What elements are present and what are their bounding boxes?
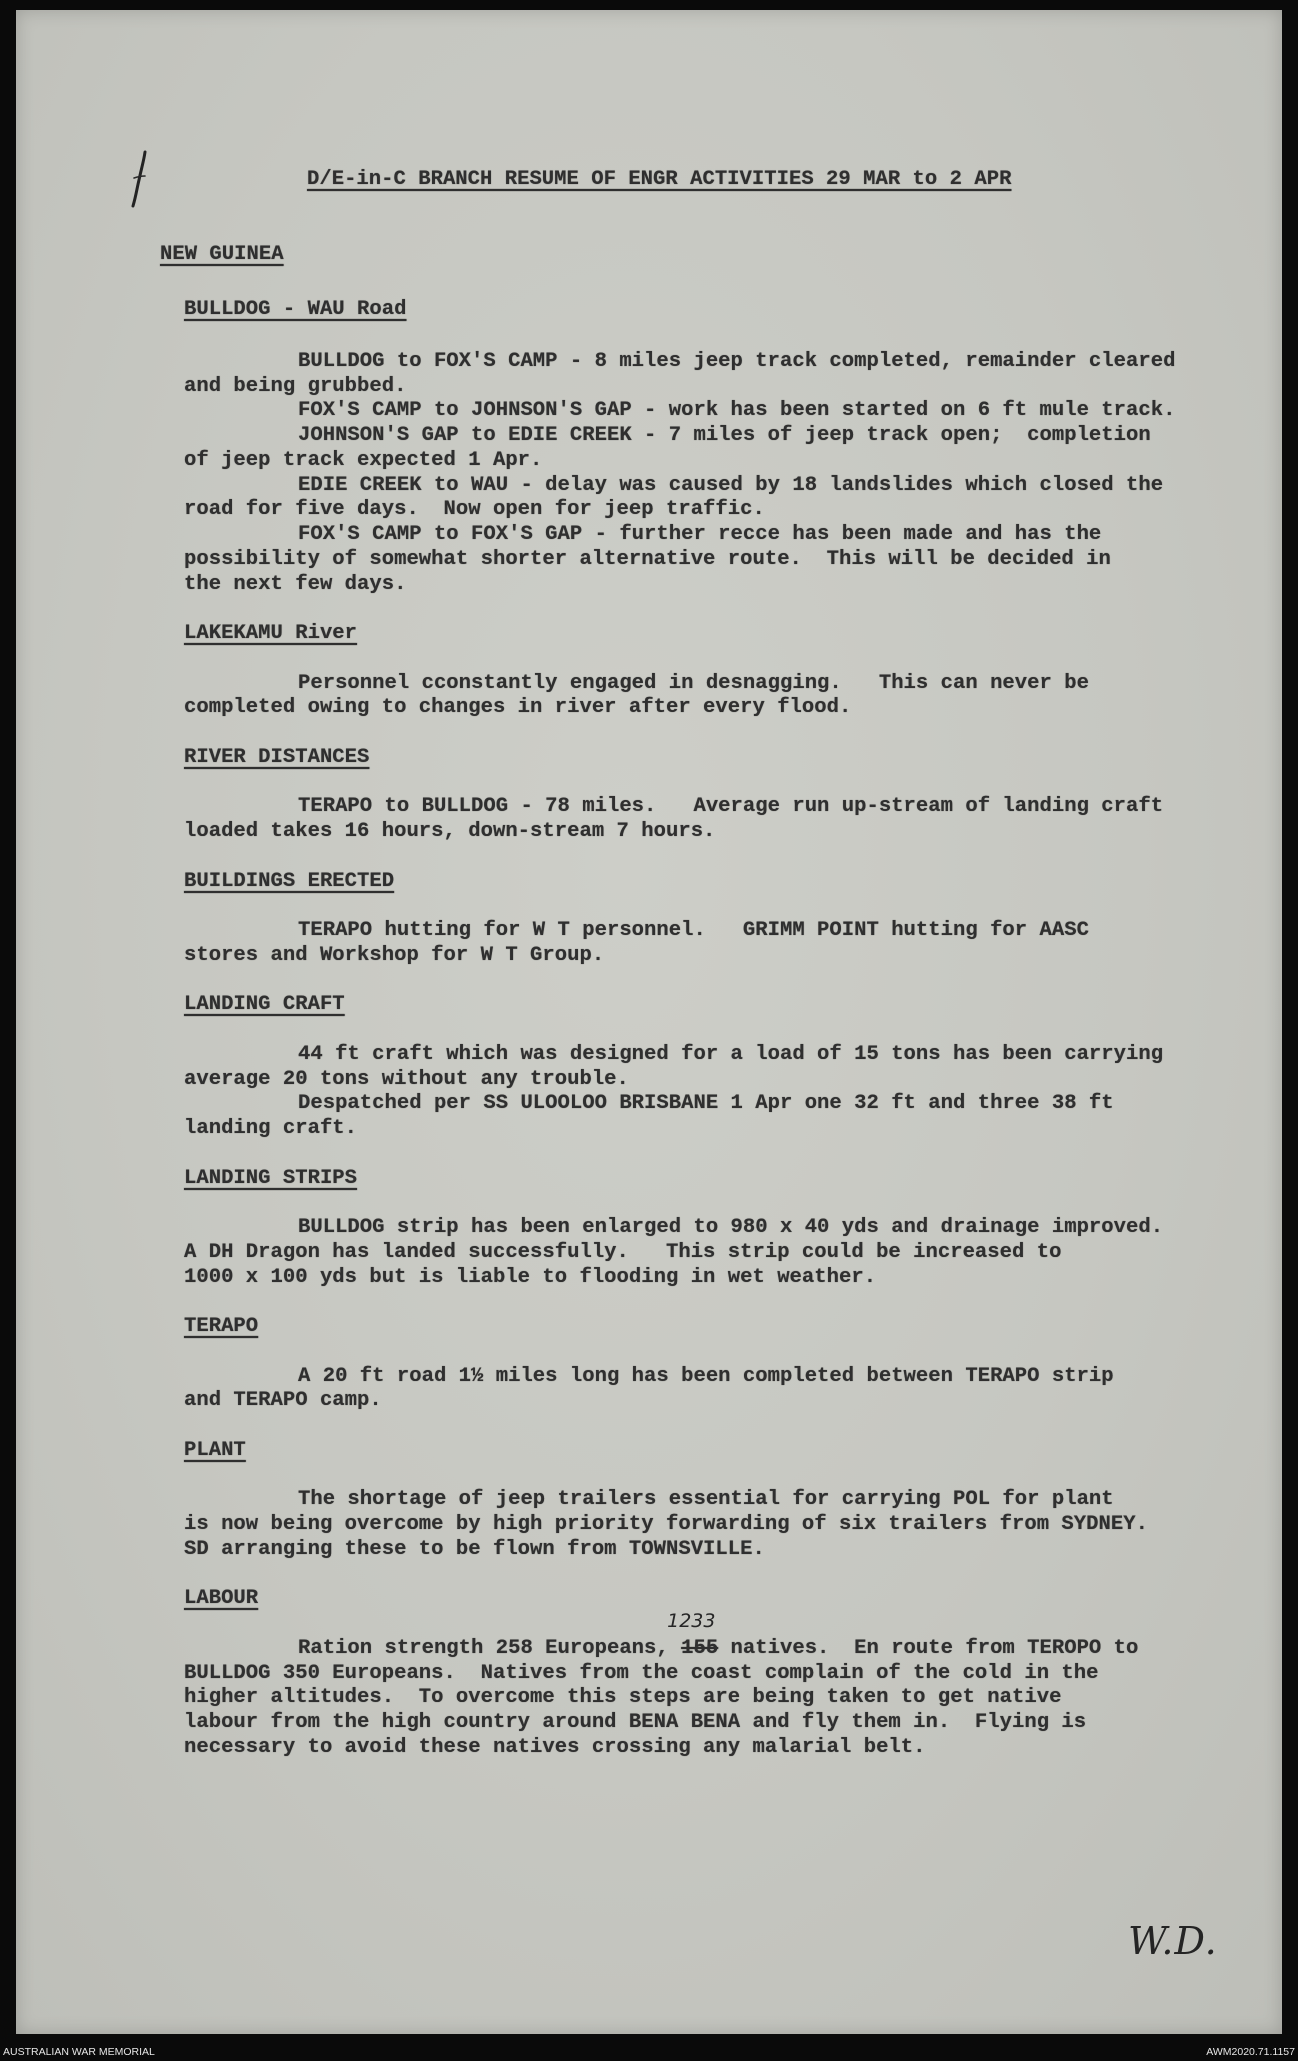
text-line: road for five days. Now open for jeep traffic. <box>184 498 765 522</box>
section-body <box>184 1216 1274 1290</box>
text-line: stores and Workshop for W T Group. <box>184 943 605 967</box>
text-line: Despatched per SS ULOOLOO BRISBANE 1 Apr one 32 ft and three 38 ft <box>298 1092 1114 1116</box>
section-heading: BULLDOG - WAU Road <box>184 297 407 321</box>
text-line: SD arranging these to be flown from TOWNSVILLE. <box>184 1537 765 1561</box>
paragraph <box>184 919 1274 969</box>
paragraph <box>184 350 1274 400</box>
text-line: BULLDOG strip has been enlarged to 980 x 40 yds and drainage improved. <box>298 1216 1164 1240</box>
text-line <box>184 1609 1274 1662</box>
section <box>184 298 1274 598</box>
paragraph <box>184 795 1274 845</box>
text-line: higher altitudes. To overcome this steps are being taken to get native <box>184 1686 1062 1710</box>
paragraph <box>184 1092 1274 1142</box>
section-body <box>184 795 1274 845</box>
section-body <box>184 1488 1274 1562</box>
section-heading: RIVER DISTANCES <box>184 745 370 769</box>
text-line: A 20 ft road 1½ miles long has been completed between TERAPO strip <box>298 1364 1114 1388</box>
paragraph <box>184 1488 1274 1562</box>
paragraph <box>184 523 1274 597</box>
section-heading: TERAPO <box>184 1315 259 1339</box>
handwritten-correction: 1233 <box>667 1609 716 1632</box>
text-line: BULLDOG to FOX'S CAMP - 8 miles jeep track completed, remainder cleared <box>298 349 1176 373</box>
text-line: JOHNSON'S GAP to EDIE CREEK - 7 miles of jeep track open; completion <box>298 424 1151 448</box>
paragraph <box>184 1216 1274 1290</box>
paragraph <box>184 1365 1274 1415</box>
text-line: average 20 tons without any trouble. <box>184 1067 629 1091</box>
text-line: loaded takes 16 hours, down-stream 7 hours. <box>184 820 716 844</box>
text-line: of jeep track expected 1 Apr. <box>184 448 543 472</box>
text-line: the next few days. <box>184 572 407 596</box>
paragraph <box>184 1609 1274 1761</box>
text-line: landing craft. <box>184 1117 358 1141</box>
document-title: D/E-in-C BRANCH RESUME OF ENGR ACTIVITIES 29 MAR to 2 APR <box>307 167 1012 191</box>
catalog-number: AWM2020.71.1157 <box>1206 2046 1295 2058</box>
paragraph <box>184 474 1274 524</box>
text-line: possibility of somewhat shorter alternative route. This will be decided in <box>184 547 1111 571</box>
section-body <box>184 672 1274 722</box>
text-line: EDIE CREEK to WAU - delay was caused by 18 landslides which closed the <box>298 473 1164 497</box>
section-heading: BUILDINGS ERECTED <box>184 869 395 893</box>
section <box>184 1587 1274 1760</box>
text-line: FOX'S CAMP to FOX'S GAP - further recce has been made and has the <box>298 523 1102 547</box>
text-line: Personnel cconstantly engaged in desnagging. This can never be <box>298 671 1089 695</box>
text-segment <box>718 1637 1138 1660</box>
document-body <box>184 298 1274 1761</box>
section <box>184 746 1274 845</box>
section-heading: LANDING CRAFT <box>184 993 345 1017</box>
section-body <box>184 1043 1274 1142</box>
paragraph <box>184 399 1274 424</box>
paragraph <box>184 424 1274 474</box>
institution-label: AUSTRALIAN WAR MEMORIAL <box>3 2046 155 2058</box>
struck-out-text: 155 <box>681 1636 719 1660</box>
text-line: labour from the high country around BENA BENA and fly them in. Flying is <box>184 1711 1087 1735</box>
text-line: 1000 x 100 yds but is liable to flooding in wet weather. <box>184 1265 877 1289</box>
text-line: BULLDOG 350 Europeans. Natives from the coast complain of the cold in the <box>184 1661 1099 1685</box>
text-line: 44 ft craft which was designed for a load of 15 tons has been carrying <box>298 1042 1164 1066</box>
section-heading: PLANT <box>184 1438 246 1462</box>
text-line: and being grubbed. <box>184 374 407 398</box>
section <box>184 1315 1274 1414</box>
paragraph <box>184 1043 1274 1093</box>
section <box>184 993 1274 1142</box>
section <box>184 1167 1274 1291</box>
text-line: TERAPO hutting for W T personnel. GRIMM POINT hutting for AASC <box>298 919 1089 943</box>
text-segment-content: Ration strength 258 Europeans, <box>298 1636 682 1660</box>
text-line: A DH Dragon has landed successfully. This strip could be increased to <box>184 1240 1062 1264</box>
section-body <box>184 350 1274 598</box>
struck-out-figure <box>667 1609 719 1660</box>
region-heading: NEW GUINEA <box>160 242 284 266</box>
archive-footer <box>0 2037 1298 2061</box>
section-body <box>184 1609 1274 1761</box>
text-line: is now being overcome by high priority forwarding of six trailers from SYDNEY. <box>184 1513 1148 1537</box>
handwritten-stroke-mark <box>120 148 160 210</box>
text-line: FOX'S CAMP to JOHNSON'S GAP - work has been started on 6 ft mule track. <box>298 399 1176 423</box>
text-line: TERAPO to BULLDOG - 78 miles. Average run up-stream of landing craft <box>298 795 1164 819</box>
section <box>184 622 1274 721</box>
section-body <box>184 1365 1274 1415</box>
section <box>184 1439 1274 1563</box>
text-line: completed owing to changes in river after every flood. <box>184 696 852 720</box>
paragraph <box>184 672 1274 722</box>
section-heading: LABOUR <box>184 1587 259 1611</box>
section-body <box>184 919 1274 969</box>
handwritten-initials: W.D. <box>1128 1919 1218 1963</box>
section <box>184 870 1274 969</box>
section-heading: LANDING STRIPS <box>184 1166 358 1190</box>
text-line: The shortage of jeep trailers essential for carrying POL for plant <box>298 1488 1114 1512</box>
text-segment-content: natives. En route from TEROPO to <box>718 1636 1139 1660</box>
section-heading: LAKEKAMU River <box>184 622 358 646</box>
text-line: necessary to avoid these natives crossing any malarial belt. <box>184 1735 926 1759</box>
text-segment <box>298 1637 681 1660</box>
text-line: and TERAPO camp. <box>184 1389 382 1413</box>
